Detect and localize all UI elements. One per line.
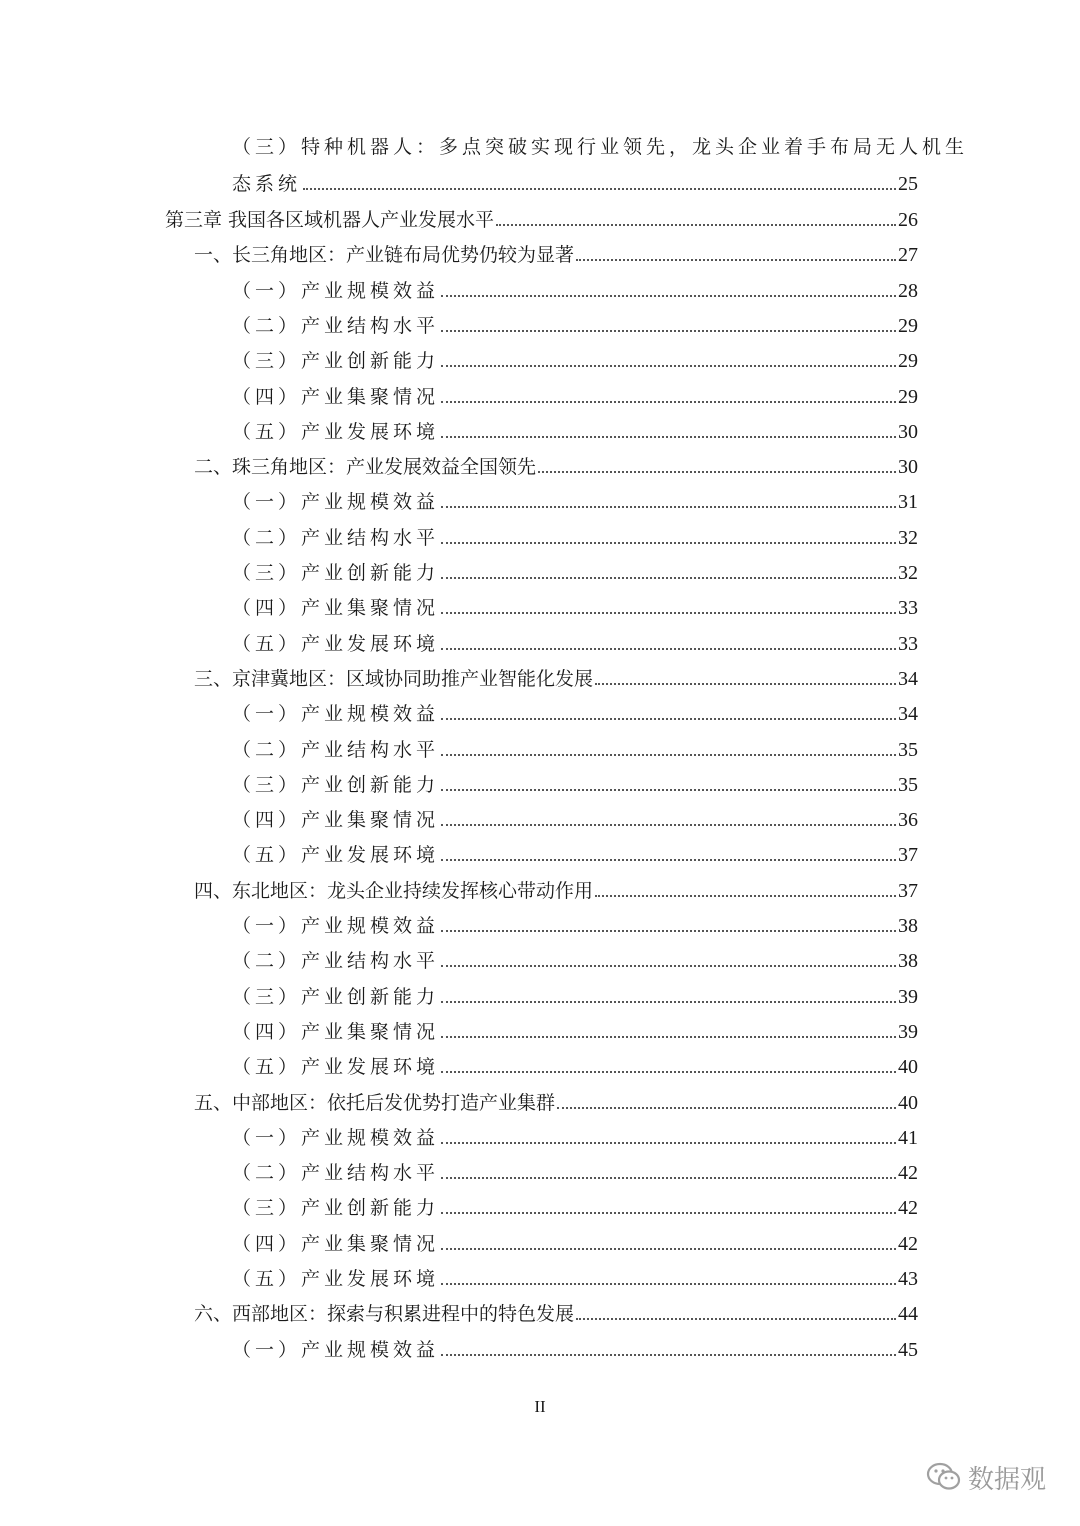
- toc-entry-page: 29: [898, 350, 918, 373]
- toc-entry-title: 四、东北地区：龙头企业持续发挥核心带动作用: [194, 879, 594, 902]
- toc-subsection-entry: [0, 1053, 918, 1079]
- toc-entry-title: （三）产业创新能力: [232, 985, 440, 1008]
- toc-entry-page: 41: [898, 1126, 918, 1149]
- toc-entry-page: 33: [898, 632, 918, 655]
- dot-leader: [441, 965, 896, 967]
- toc-entry-title: 态系统: [232, 173, 302, 195]
- toc-entry-title: （三）产业创新能力: [232, 562, 440, 584]
- dot-leader: [441, 754, 896, 756]
- toc-entry-title: 第三章 我国各区域机器人产业发展水平: [165, 209, 495, 231]
- toc-entry-page: 34: [898, 667, 918, 690]
- toc-entry-title: 三、京津冀地区：区域协同助推产业智能化发展: [194, 667, 594, 690]
- toc-entry-page: 45: [898, 1338, 918, 1361]
- toc-wrapped-entry-line1: （三）特种机器人：多点突破实现行业领先，龙头企业着手布局无人机生: [232, 136, 969, 158]
- dot-leader: [441, 648, 896, 650]
- toc-subsection-entry: [0, 841, 918, 867]
- toc-subsection-entry: [0, 912, 918, 938]
- toc-entry-page: 32: [898, 526, 918, 549]
- toc-section-entry: [0, 1300, 918, 1326]
- toc-entry-page: 34: [898, 703, 918, 726]
- toc-entry-page: 36: [898, 809, 918, 832]
- toc-entry-title: （三）产业创新能力: [232, 350, 440, 373]
- dot-leader: [441, 1071, 896, 1073]
- toc-subsection-entry: [0, 418, 918, 444]
- toc-entry-title: （三）产业创新能力: [232, 1197, 440, 1220]
- toc-subsection-entry: [0, 736, 918, 762]
- toc-entry-title: （三）产业创新能力: [232, 773, 440, 796]
- toc-subsection-entry: [0, 806, 918, 832]
- toc-entry-page: 35: [898, 738, 918, 761]
- toc-entry-page: 26: [898, 209, 918, 231]
- toc-entry-title: （四）产业集聚情况: [232, 385, 440, 408]
- toc-entry-title: （四）产业集聚情况: [232, 1232, 440, 1255]
- toc-entry-page: 25: [898, 173, 918, 195]
- toc-subsection-entry: [0, 1336, 918, 1362]
- page-number: II: [534, 1397, 546, 1416]
- toc-subsection-entry: [0, 771, 918, 797]
- toc-subsection-entry: [0, 277, 918, 303]
- toc-entry-title: （二）产业结构水平: [232, 738, 440, 761]
- toc-entry-page: 28: [898, 279, 918, 302]
- dot-leader: [441, 859, 896, 861]
- dot-leader: [303, 188, 896, 190]
- toc-section-entry: [0, 241, 918, 267]
- dot-leader: [441, 1001, 896, 1003]
- dot-leader: [441, 1354, 896, 1356]
- toc-entry-page: 31: [898, 491, 918, 514]
- toc-entry-page: 30: [898, 420, 918, 443]
- toc-entry-title: （五）产业发展环境: [232, 632, 440, 655]
- toc-entry-title: （四）产业集聚情况: [232, 809, 440, 832]
- dot-leader: [576, 259, 896, 261]
- toc-entry-page: 29: [898, 314, 918, 337]
- toc-subsection-entry: [0, 1230, 918, 1256]
- dot-leader: [441, 1212, 896, 1214]
- dot-leader: [441, 789, 896, 791]
- toc-entry-page: 37: [898, 879, 918, 902]
- toc-subsection-entry: [0, 630, 918, 656]
- toc-entry-page: 39: [898, 985, 918, 1008]
- dot-leader: [441, 542, 896, 544]
- toc-entry-page: 29: [898, 385, 918, 408]
- toc-wrapped-entry-line2: [0, 170, 918, 196]
- dot-leader: [441, 718, 896, 720]
- toc-entry-page: 35: [898, 773, 918, 796]
- toc-entry-title: （四）产业集聚情况: [232, 597, 440, 620]
- dot-leader: [595, 683, 896, 685]
- toc-entry-title: （一）产业规模效益: [232, 1338, 440, 1361]
- toc-subsection-entry: [0, 312, 918, 338]
- toc-subsection-entry: [0, 347, 918, 373]
- toc-subsection-entry: [0, 1194, 918, 1220]
- toc-subsection-entry: [0, 488, 918, 514]
- toc-chapter-entry: [0, 206, 918, 232]
- toc-entry-title: （四）产业集聚情况: [232, 1020, 440, 1043]
- toc-entry-title: 二、珠三角地区：产业发展效益全国领先: [194, 456, 537, 479]
- toc-subsection-entry: [0, 1124, 918, 1150]
- dot-leader: [441, 1283, 896, 1285]
- dot-leader: [441, 1142, 896, 1144]
- toc-entry-title: （一）产业规模效益: [232, 491, 440, 514]
- toc-entry-title: 五、中部地区：依托后发优势打造产业集群: [194, 1091, 556, 1114]
- toc-entry-page: 43: [898, 1268, 918, 1290]
- toc-entry-title: （一）产业规模效益: [232, 915, 440, 937]
- dot-leader: [441, 1248, 896, 1250]
- dot-leader: [441, 612, 896, 614]
- toc-subsection-entry: [0, 383, 918, 409]
- toc-entry-page: 32: [898, 562, 918, 584]
- toc-entry-title: （五）产业发展环境: [232, 844, 440, 867]
- dot-leader: [595, 895, 896, 897]
- toc-entry-title: （五）产业发展环境: [232, 1268, 440, 1290]
- toc-entry-title: （二）产业结构水平: [232, 526, 440, 549]
- dot-leader: [441, 401, 896, 403]
- toc-entry-page: 30: [898, 456, 918, 479]
- toc-entry-page: 40: [898, 1056, 918, 1079]
- toc-entry-page: 37: [898, 844, 918, 867]
- dot-leader: [496, 224, 896, 226]
- toc-entry-page: 38: [898, 915, 918, 937]
- toc-section-entry: [0, 453, 918, 479]
- toc-subsection-entry: [0, 1159, 918, 1185]
- watermark: [926, 1455, 1046, 1499]
- toc-entry-title: 一、长三角地区：产业链布局优势仍较为显著: [194, 244, 575, 267]
- toc-entry-title: （二）产业结构水平: [232, 1162, 440, 1185]
- wechat-icon: [926, 1462, 962, 1492]
- dot-leader: [576, 1318, 896, 1320]
- dot-leader: [441, 824, 896, 826]
- dot-leader: [538, 471, 896, 473]
- toc-entry-title: 六、西部地区：探索与积累进程中的特色发展: [194, 1303, 575, 1326]
- dot-leader: [441, 930, 896, 932]
- dot-leader: [441, 436, 896, 438]
- toc-entry-title: （二）产业结构水平: [232, 950, 440, 973]
- toc-entry-page: 42: [898, 1162, 918, 1185]
- toc-subsection-entry: [0, 1018, 918, 1044]
- dot-leader: [441, 1177, 896, 1179]
- toc-entry-page: 33: [898, 597, 918, 620]
- dot-leader: [441, 330, 896, 332]
- toc-entry-page: 40: [898, 1091, 918, 1114]
- toc-entry-title: （五）产业发展环境: [232, 1056, 440, 1079]
- toc-entry-page: 44: [898, 1303, 918, 1326]
- toc-entry-page: 42: [898, 1232, 918, 1255]
- toc-entry-title: （一）产业规模效益: [232, 1126, 440, 1149]
- toc-entry-page: 42: [898, 1197, 918, 1220]
- toc-subsection-entry: [0, 524, 918, 550]
- dot-leader: [441, 295, 896, 297]
- dot-leader: [441, 1036, 896, 1038]
- dot-leader: [441, 365, 896, 367]
- toc-entry-page: 39: [898, 1020, 918, 1043]
- dot-leader: [441, 506, 896, 508]
- toc-subsection-entry: [0, 1265, 918, 1291]
- toc-entry-title: （一）产业规模效益: [232, 279, 440, 302]
- toc-entry-page: 38: [898, 950, 918, 973]
- toc-section-entry: [0, 665, 918, 691]
- toc-subsection-entry: [0, 983, 918, 1009]
- toc-subsection-entry: [0, 947, 918, 973]
- toc-subsection-entry: [0, 594, 918, 620]
- toc-section-entry: [0, 1089, 918, 1115]
- dot-leader: [441, 577, 896, 579]
- toc-subsection-entry: [0, 700, 918, 726]
- toc-entry-title: （五）产业发展环境: [232, 420, 440, 443]
- watermark-text: 数据观: [968, 1464, 1047, 1495]
- toc-section-entry: [0, 877, 918, 903]
- dot-leader: [557, 1107, 896, 1109]
- toc-entry-title: （二）产业结构水平: [232, 314, 440, 337]
- toc-subsection-entry: [0, 559, 918, 585]
- toc-entry-page: 27: [898, 244, 918, 267]
- toc-entry-title: （一）产业规模效益: [232, 703, 440, 726]
